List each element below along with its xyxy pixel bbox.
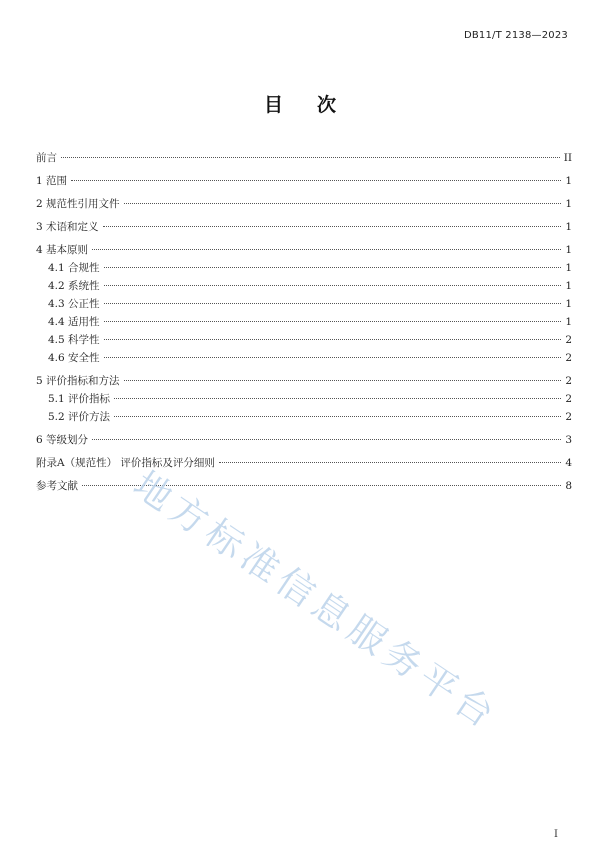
toc-entry-page: 1 bbox=[565, 280, 572, 292]
toc-entry-terms-definitions[interactable] bbox=[36, 219, 572, 237]
toc-entry-4-5[interactable] bbox=[36, 332, 572, 350]
table-of-contents bbox=[36, 150, 572, 496]
toc-entry-page: 1 bbox=[565, 316, 572, 328]
toc-entry-label: 5.1 评价指标 bbox=[48, 393, 111, 405]
toc-leader-dots bbox=[92, 249, 561, 250]
toc-entry-page: 2 bbox=[565, 334, 572, 346]
toc-entry-page: 3 bbox=[565, 434, 572, 446]
toc-leader-dots bbox=[104, 267, 562, 268]
toc-entry-page: 2 bbox=[565, 411, 572, 423]
toc-leader-dots bbox=[124, 203, 562, 204]
toc-leader-dots bbox=[61, 157, 560, 158]
toc-entry-page: 4 bbox=[565, 457, 572, 469]
toc-entry-4-3[interactable] bbox=[36, 296, 572, 314]
toc-entry-label: 附录A（规范性） 评价指标及评分细则 bbox=[36, 457, 215, 469]
toc-entry-bibliography[interactable] bbox=[36, 478, 572, 496]
toc-entry-basic-principles[interactable] bbox=[36, 242, 572, 260]
toc-entry-5-2[interactable] bbox=[36, 409, 572, 427]
toc-leader-dots bbox=[103, 226, 562, 227]
toc-leader-dots bbox=[104, 321, 562, 322]
toc-entry-4-1[interactable] bbox=[36, 260, 572, 278]
toc-entry-4-4[interactable] bbox=[36, 314, 572, 332]
toc-entry-foreword[interactable] bbox=[36, 150, 572, 168]
toc-entry-5-1[interactable] bbox=[36, 391, 572, 409]
toc-entry-4-6[interactable] bbox=[36, 350, 572, 368]
toc-entry-grade-classification[interactable] bbox=[36, 432, 572, 450]
toc-leader-dots bbox=[124, 380, 562, 381]
toc-entry-label: 5.2 评价方法 bbox=[48, 411, 111, 423]
toc-entry-label: 1 范围 bbox=[36, 175, 68, 187]
toc-entry-page: II bbox=[563, 152, 572, 164]
toc-entry-page: 2 bbox=[565, 352, 572, 364]
toc-entry-page: 1 bbox=[565, 244, 572, 256]
toc-entry-label: 2 规范性引用文件 bbox=[36, 198, 120, 210]
toc-entry-page: 1 bbox=[565, 221, 572, 233]
toc-entry-label: 4.3 公正性 bbox=[48, 298, 100, 310]
toc-entry-evaluation-indicators-methods[interactable] bbox=[36, 373, 572, 391]
toc-entry-page: 1 bbox=[565, 198, 572, 210]
toc-entry-scope[interactable] bbox=[36, 173, 572, 191]
toc-entry-page: 1 bbox=[565, 298, 572, 310]
toc-entry-label: 4.4 适用性 bbox=[48, 316, 100, 328]
toc-leader-dots bbox=[104, 285, 562, 286]
toc-entry-page: 8 bbox=[565, 480, 572, 492]
toc-entry-label: 4.6 安全性 bbox=[48, 352, 100, 364]
toc-leader-dots bbox=[104, 303, 562, 304]
toc-leader-dots bbox=[71, 180, 561, 181]
toc-leader-dots bbox=[92, 439, 561, 440]
toc-entry-label: 参考文献 bbox=[36, 480, 78, 492]
toc-leader-dots bbox=[104, 339, 562, 340]
toc-entry-label: 3 术语和定义 bbox=[36, 221, 99, 233]
toc-entry-label: 4 基本原则 bbox=[36, 244, 89, 256]
toc-entry-appendix-a[interactable] bbox=[36, 455, 572, 473]
document-code: DB11/T 2138—2023 bbox=[463, 30, 568, 41]
toc-entry-label: 4.1 合规性 bbox=[48, 262, 100, 274]
toc-entry-label: 前言 bbox=[36, 152, 57, 164]
toc-entry-label: 5 评价指标和方法 bbox=[36, 375, 120, 387]
toc-entry-page: 2 bbox=[565, 375, 572, 387]
page-number: I bbox=[554, 829, 558, 840]
toc-entry-normative-references[interactable] bbox=[36, 196, 572, 214]
toc-entry-page: 2 bbox=[565, 393, 572, 405]
toc-leader-dots bbox=[104, 357, 562, 358]
watermark-text: 地方标准信息服务平台 bbox=[125, 462, 507, 739]
toc-leader-dots bbox=[114, 398, 561, 399]
toc-entry-4-2[interactable] bbox=[36, 278, 572, 296]
page-title: 目次 bbox=[263, 94, 370, 116]
toc-leader-dots bbox=[114, 416, 561, 417]
toc-entry-label: 4.2 系统性 bbox=[48, 280, 100, 292]
toc-entry-label: 4.5 科学性 bbox=[48, 334, 100, 346]
toc-entry-label: 6 等级划分 bbox=[36, 434, 89, 446]
toc-entry-page: 1 bbox=[565, 262, 572, 274]
toc-entry-page: 1 bbox=[565, 175, 572, 187]
toc-leader-dots bbox=[219, 462, 561, 463]
